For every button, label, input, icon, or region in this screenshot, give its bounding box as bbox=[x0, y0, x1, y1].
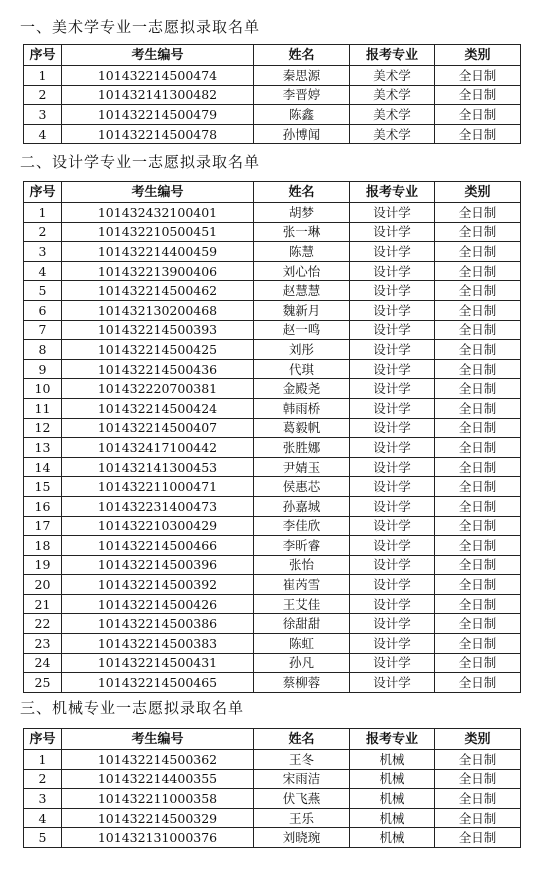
cell-name: 王艾佳 bbox=[254, 594, 350, 614]
cell-name: 陈鑫 bbox=[254, 105, 350, 125]
cell-major: 机械 bbox=[350, 828, 435, 848]
cell-index: 2 bbox=[24, 85, 62, 105]
cell-candidate-id: 101432214500329 bbox=[62, 808, 254, 828]
cell-candidate-id: 101432231400473 bbox=[62, 496, 254, 516]
cell-candidate-id: 101432211000358 bbox=[62, 789, 254, 809]
cell-type: 全日制 bbox=[435, 320, 521, 340]
cell-name: 尹婧玉 bbox=[254, 457, 350, 477]
cell-name: 孙嘉城 bbox=[254, 496, 350, 516]
cell-candidate-id: 101432214400459 bbox=[62, 242, 254, 262]
cell-type: 全日制 bbox=[435, 673, 521, 693]
cell-candidate-id: 101432214500425 bbox=[62, 340, 254, 360]
cell-name: 韩雨桥 bbox=[254, 398, 350, 418]
cell-type: 全日制 bbox=[435, 496, 521, 516]
cell-index: 3 bbox=[24, 242, 62, 262]
table-row bbox=[24, 750, 521, 770]
cell-type: 全日制 bbox=[435, 203, 521, 223]
cell-major: 设计学 bbox=[350, 673, 435, 693]
cell-major: 设计学 bbox=[350, 496, 435, 516]
table-row bbox=[24, 769, 521, 789]
cell-index: 8 bbox=[24, 340, 62, 360]
header-candidate-id: 考生编号 bbox=[62, 182, 254, 203]
cell-index: 14 bbox=[24, 457, 62, 477]
cell-type: 全日制 bbox=[435, 750, 521, 770]
table-row bbox=[24, 828, 521, 848]
cell-type: 全日制 bbox=[435, 300, 521, 320]
cell-name: 宋雨洁 bbox=[254, 769, 350, 789]
cell-index: 12 bbox=[24, 418, 62, 438]
cell-major: 设计学 bbox=[350, 594, 435, 614]
cell-index: 24 bbox=[24, 653, 62, 673]
cell-index: 1 bbox=[24, 66, 62, 86]
table-row bbox=[24, 808, 521, 828]
cell-major: 设计学 bbox=[350, 261, 435, 281]
table-row bbox=[24, 516, 521, 536]
cell-major: 设计学 bbox=[350, 575, 435, 595]
cell-index: 4 bbox=[24, 124, 62, 144]
cell-name: 侯惠芯 bbox=[254, 477, 350, 497]
cell-type: 全日制 bbox=[435, 457, 521, 477]
table-row bbox=[24, 281, 521, 301]
cell-candidate-id: 101432214500436 bbox=[62, 359, 254, 379]
cell-index: 5 bbox=[24, 281, 62, 301]
cell-major: 机械 bbox=[350, 750, 435, 770]
cell-type: 全日制 bbox=[435, 516, 521, 536]
cell-name: 张一琳 bbox=[254, 222, 350, 242]
table-row bbox=[24, 242, 521, 262]
cell-name: 李佳欣 bbox=[254, 516, 350, 536]
header-major: 报考专业 bbox=[350, 182, 435, 203]
cell-major: 美术学 bbox=[350, 66, 435, 86]
cell-name: 王冬 bbox=[254, 750, 350, 770]
cell-name: 刘彤 bbox=[254, 340, 350, 360]
cell-major: 设计学 bbox=[350, 398, 435, 418]
cell-index: 5 bbox=[24, 828, 62, 848]
cell-name: 崔芮雪 bbox=[254, 575, 350, 595]
cell-index: 4 bbox=[24, 808, 62, 828]
table-row bbox=[24, 203, 521, 223]
cell-name: 陈虹 bbox=[254, 634, 350, 654]
table-row bbox=[24, 438, 521, 458]
cell-major: 设计学 bbox=[350, 320, 435, 340]
cell-type: 全日制 bbox=[435, 379, 521, 399]
header-name: 姓名 bbox=[254, 182, 350, 203]
cell-name: 代琪 bbox=[254, 359, 350, 379]
cell-major: 设计学 bbox=[350, 359, 435, 379]
cell-name: 徐甜甜 bbox=[254, 614, 350, 634]
cell-type: 全日制 bbox=[435, 555, 521, 575]
cell-name: 胡梦 bbox=[254, 203, 350, 223]
cell-candidate-id: 101432214500393 bbox=[62, 320, 254, 340]
table-row bbox=[24, 398, 521, 418]
cell-major: 设计学 bbox=[350, 418, 435, 438]
cell-name: 张胜娜 bbox=[254, 438, 350, 458]
cell-type: 全日制 bbox=[435, 66, 521, 86]
table-row bbox=[24, 340, 521, 360]
cell-candidate-id: 101432211000471 bbox=[62, 477, 254, 497]
cell-major: 机械 bbox=[350, 808, 435, 828]
cell-type: 全日制 bbox=[435, 438, 521, 458]
cell-name: 王乐 bbox=[254, 808, 350, 828]
header-index: 序号 bbox=[24, 182, 62, 203]
table-row bbox=[24, 418, 521, 438]
table-row bbox=[24, 124, 521, 144]
cell-index: 23 bbox=[24, 634, 62, 654]
admission-table-mechanical bbox=[23, 728, 521, 848]
cell-candidate-id: 101432214500426 bbox=[62, 594, 254, 614]
cell-type: 全日制 bbox=[435, 124, 521, 144]
cell-major: 设计学 bbox=[350, 653, 435, 673]
cell-candidate-id: 101432214500431 bbox=[62, 653, 254, 673]
cell-major: 设计学 bbox=[350, 300, 435, 320]
cell-index: 20 bbox=[24, 575, 62, 595]
cell-name: 孙博闻 bbox=[254, 124, 350, 144]
cell-major: 美术学 bbox=[350, 124, 435, 144]
cell-candidate-id: 101432141300482 bbox=[62, 85, 254, 105]
cell-index: 2 bbox=[24, 222, 62, 242]
cell-candidate-id: 101432214500407 bbox=[62, 418, 254, 438]
cell-index: 22 bbox=[24, 614, 62, 634]
cell-index: 1 bbox=[24, 750, 62, 770]
cell-type: 全日制 bbox=[435, 222, 521, 242]
cell-index: 2 bbox=[24, 769, 62, 789]
table-row bbox=[24, 496, 521, 516]
section-title-mechanical: 三、机械专业一志愿拟录取名单 bbox=[20, 699, 245, 717]
header-type: 类别 bbox=[435, 729, 521, 750]
cell-major: 美术学 bbox=[350, 85, 435, 105]
cell-type: 全日制 bbox=[435, 614, 521, 634]
cell-index: 25 bbox=[24, 673, 62, 693]
cell-major: 设计学 bbox=[350, 242, 435, 262]
table-header-row bbox=[24, 45, 521, 66]
cell-index: 3 bbox=[24, 105, 62, 125]
cell-index: 18 bbox=[24, 536, 62, 556]
cell-candidate-id: 101432210500451 bbox=[62, 222, 254, 242]
cell-name: 李昕睿 bbox=[254, 536, 350, 556]
cell-type: 全日制 bbox=[435, 575, 521, 595]
cell-index: 15 bbox=[24, 477, 62, 497]
cell-major: 机械 bbox=[350, 769, 435, 789]
cell-name: 伏飞燕 bbox=[254, 789, 350, 809]
cell-index: 11 bbox=[24, 398, 62, 418]
cell-candidate-id: 101432131000376 bbox=[62, 828, 254, 848]
cell-name: 魏新月 bbox=[254, 300, 350, 320]
cell-name: 秦思源 bbox=[254, 66, 350, 86]
cell-type: 全日制 bbox=[435, 536, 521, 556]
cell-major: 设计学 bbox=[350, 281, 435, 301]
cell-type: 全日制 bbox=[435, 594, 521, 614]
cell-major: 机械 bbox=[350, 789, 435, 809]
cell-candidate-id: 101432213900406 bbox=[62, 261, 254, 281]
cell-type: 全日制 bbox=[435, 85, 521, 105]
cell-name: 张怡 bbox=[254, 555, 350, 575]
table-row bbox=[24, 575, 521, 595]
section-title-art: 一、美术学专业一志愿拟录取名单 bbox=[20, 18, 261, 36]
cell-index: 19 bbox=[24, 555, 62, 575]
table-row bbox=[24, 85, 521, 105]
cell-index: 17 bbox=[24, 516, 62, 536]
cell-type: 全日制 bbox=[435, 789, 521, 809]
cell-index: 16 bbox=[24, 496, 62, 516]
table-header-row bbox=[24, 182, 521, 203]
table-row bbox=[24, 653, 521, 673]
table-row bbox=[24, 379, 521, 399]
cell-type: 全日制 bbox=[435, 418, 521, 438]
cell-type: 全日制 bbox=[435, 769, 521, 789]
cell-candidate-id: 101432214500479 bbox=[62, 105, 254, 125]
table-row bbox=[24, 614, 521, 634]
cell-index: 13 bbox=[24, 438, 62, 458]
cell-type: 全日制 bbox=[435, 828, 521, 848]
cell-major: 设计学 bbox=[350, 203, 435, 223]
cell-type: 全日制 bbox=[435, 281, 521, 301]
header-index: 序号 bbox=[24, 45, 62, 66]
header-major: 报考专业 bbox=[350, 729, 435, 750]
header-name: 姓名 bbox=[254, 45, 350, 66]
cell-candidate-id: 101432214500424 bbox=[62, 398, 254, 418]
table-row bbox=[24, 300, 521, 320]
cell-candidate-id: 101432210300429 bbox=[62, 516, 254, 536]
table-row bbox=[24, 359, 521, 379]
table-row bbox=[24, 789, 521, 809]
cell-major: 设计学 bbox=[350, 634, 435, 654]
cell-name: 孙凡 bbox=[254, 653, 350, 673]
cell-candidate-id: 101432214500396 bbox=[62, 555, 254, 575]
cell-candidate-id: 101432214500362 bbox=[62, 750, 254, 770]
cell-name: 陈慧 bbox=[254, 242, 350, 262]
header-type: 类别 bbox=[435, 45, 521, 66]
cell-name: 蔡柳蓉 bbox=[254, 673, 350, 693]
cell-major: 设计学 bbox=[350, 222, 435, 242]
cell-major: 美术学 bbox=[350, 105, 435, 125]
cell-major: 设计学 bbox=[350, 614, 435, 634]
cell-candidate-id: 101432214500386 bbox=[62, 614, 254, 634]
cell-major: 设计学 bbox=[350, 516, 435, 536]
cell-name: 刘晓琬 bbox=[254, 828, 350, 848]
table-row bbox=[24, 457, 521, 477]
cell-major: 设计学 bbox=[350, 379, 435, 399]
cell-name: 李晋婷 bbox=[254, 85, 350, 105]
cell-candidate-id: 101432214500466 bbox=[62, 536, 254, 556]
cell-type: 全日制 bbox=[435, 477, 521, 497]
cell-major: 设计学 bbox=[350, 477, 435, 497]
admission-table-art bbox=[23, 44, 521, 144]
cell-index: 6 bbox=[24, 300, 62, 320]
cell-type: 全日制 bbox=[435, 105, 521, 125]
header-name: 姓名 bbox=[254, 729, 350, 750]
cell-name: 刘心怡 bbox=[254, 261, 350, 281]
cell-type: 全日制 bbox=[435, 261, 521, 281]
cell-candidate-id: 101432214500465 bbox=[62, 673, 254, 693]
cell-type: 全日制 bbox=[435, 242, 521, 262]
table-row bbox=[24, 105, 521, 125]
header-candidate-id: 考生编号 bbox=[62, 45, 254, 66]
cell-index: 10 bbox=[24, 379, 62, 399]
admission-table-design bbox=[23, 181, 521, 693]
cell-candidate-id: 101432220700381 bbox=[62, 379, 254, 399]
header-index: 序号 bbox=[24, 729, 62, 750]
cell-type: 全日制 bbox=[435, 340, 521, 360]
table-row bbox=[24, 594, 521, 614]
cell-index: 7 bbox=[24, 320, 62, 340]
cell-type: 全日制 bbox=[435, 808, 521, 828]
cell-candidate-id: 101432432100401 bbox=[62, 203, 254, 223]
cell-major: 设计学 bbox=[350, 457, 435, 477]
cell-name: 赵一鸣 bbox=[254, 320, 350, 340]
table-row bbox=[24, 320, 521, 340]
cell-candidate-id: 101432214500478 bbox=[62, 124, 254, 144]
cell-candidate-id: 101432141300453 bbox=[62, 457, 254, 477]
cell-type: 全日制 bbox=[435, 653, 521, 673]
cell-candidate-id: 101432214500474 bbox=[62, 66, 254, 86]
table-row bbox=[24, 222, 521, 242]
table-row bbox=[24, 555, 521, 575]
cell-major: 设计学 bbox=[350, 340, 435, 360]
cell-index: 1 bbox=[24, 203, 62, 223]
table-row bbox=[24, 66, 521, 86]
cell-type: 全日制 bbox=[435, 398, 521, 418]
table-row bbox=[24, 634, 521, 654]
section-title-design: 二、设计学专业一志愿拟录取名单 bbox=[20, 153, 261, 171]
table-row bbox=[24, 477, 521, 497]
header-candidate-id: 考生编号 bbox=[62, 729, 254, 750]
cell-major: 设计学 bbox=[350, 438, 435, 458]
cell-candidate-id: 101432214500392 bbox=[62, 575, 254, 595]
table-row bbox=[24, 673, 521, 693]
cell-name: 葛毅帆 bbox=[254, 418, 350, 438]
table-row bbox=[24, 261, 521, 281]
cell-candidate-id: 101432417100442 bbox=[62, 438, 254, 458]
header-type: 类别 bbox=[435, 182, 521, 203]
cell-candidate-id: 101432214400355 bbox=[62, 769, 254, 789]
cell-index: 9 bbox=[24, 359, 62, 379]
cell-name: 赵慧慧 bbox=[254, 281, 350, 301]
cell-index: 4 bbox=[24, 261, 62, 281]
cell-major: 设计学 bbox=[350, 536, 435, 556]
table-row bbox=[24, 536, 521, 556]
cell-candidate-id: 101432214500383 bbox=[62, 634, 254, 654]
table-header-row bbox=[24, 729, 521, 750]
cell-candidate-id: 101432130200468 bbox=[62, 300, 254, 320]
cell-name: 金殿尧 bbox=[254, 379, 350, 399]
cell-index: 21 bbox=[24, 594, 62, 614]
cell-major: 设计学 bbox=[350, 555, 435, 575]
cell-candidate-id: 101432214500462 bbox=[62, 281, 254, 301]
header-major: 报考专业 bbox=[350, 45, 435, 66]
cell-type: 全日制 bbox=[435, 634, 521, 654]
cell-index: 3 bbox=[24, 789, 62, 809]
cell-type: 全日制 bbox=[435, 359, 521, 379]
